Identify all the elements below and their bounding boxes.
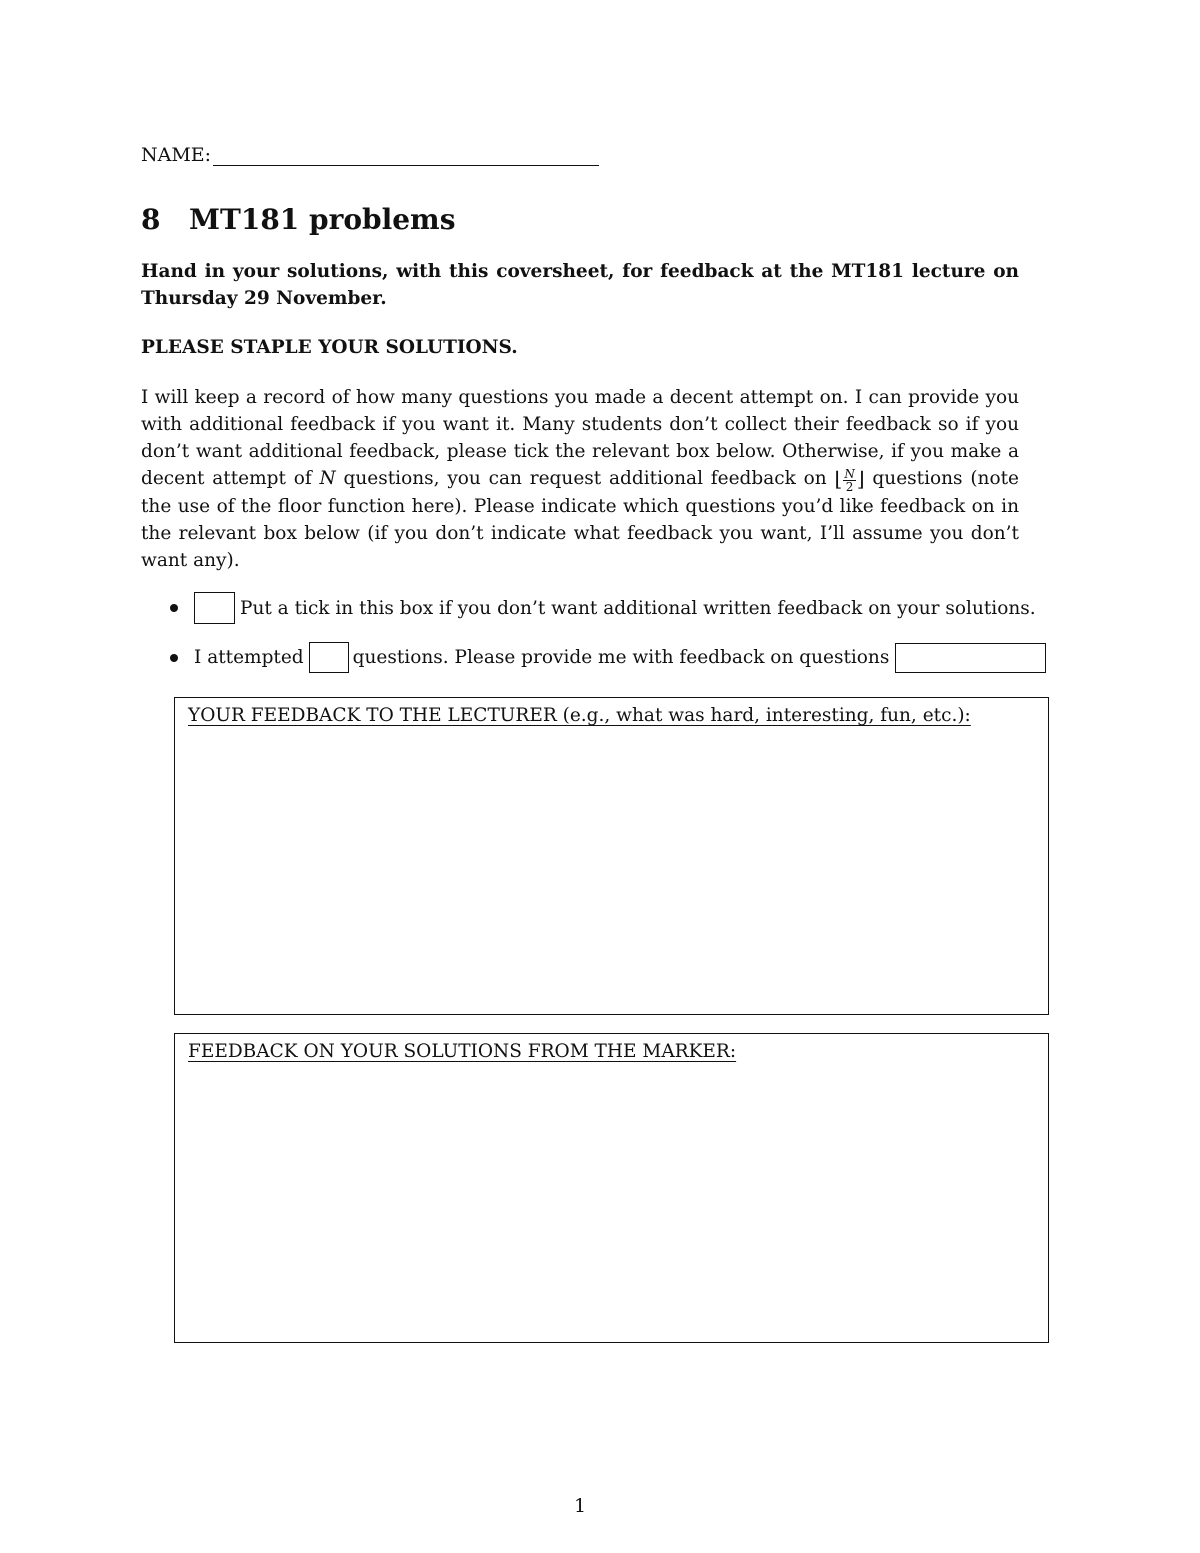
feedback-policy-paragraph — [141, 384, 1019, 574]
attempted-bullet — [170, 642, 1046, 673]
floor-fraction — [835, 466, 865, 493]
no-feedback-checkbox[interactable] — [194, 592, 235, 624]
floor-left-bracket: ⌊ — [834, 466, 843, 491]
attempted-suffix-label: questions. Please provide me with feedback on questions — [352, 647, 890, 668]
floor-right-bracket: ⌋ — [856, 466, 865, 491]
name-input-line[interactable] — [213, 143, 599, 166]
variable-n: N — [319, 468, 336, 489]
section-heading — [141, 203, 455, 236]
fraction-numerator: N — [844, 466, 855, 481]
section-title: MT181 problems — [189, 203, 456, 236]
policy-text-3: questions (note the use of the floor function here). Please indicate which questions you’d like feedback on in the relevant box below (if you don’t indicate what feedback you want, I’ll assume you don’t want any). — [141, 468, 1019, 571]
name-field — [141, 143, 599, 166]
marker-feedback-title: FEEDBACK ON YOUR SOLUTIONS FROM THE MARKER: — [188, 1041, 737, 1062]
policy-text-1: I will keep a record of how many questions you made a decent attempt on. I can provide you with additional feedback if you want it. Many students don’t collect their feedback so if you don’t want additional feedback, please tick the relevant box below. Otherwise, if you make a decent attempt of — [141, 387, 1019, 489]
lecturer-feedback-box[interactable] — [174, 697, 1049, 1015]
bullet-dot — [170, 604, 178, 612]
attempted-prefix-label: I attempted — [194, 647, 304, 668]
fraction — [843, 468, 856, 493]
fraction-denominator: 2 — [845, 479, 854, 494]
page-number: 1 — [573, 1495, 587, 1517]
attempted-count-field[interactable] — [309, 642, 349, 673]
no-feedback-bullet — [170, 592, 1036, 624]
no-feedback-label: Put a tick in this box if you don’t want additional written feedback on your solutions. — [240, 597, 1036, 619]
hand-in-instruction: Hand in your solutions, with this coversheet, for feedback at the MT181 lecture on Thursday 29 November. — [141, 261, 1019, 309]
name-label: NAME: — [141, 144, 212, 166]
staple-instruction: PLEASE STAPLE YOUR SOLUTIONS. — [141, 337, 518, 358]
lecturer-feedback-title: YOUR FEEDBACK TO THE LECTURER (e.g., what was hard, interesting, fun, etc.): — [188, 705, 971, 726]
feedback-questions-field[interactable] — [895, 643, 1046, 673]
section-number: 8 — [141, 203, 161, 236]
policy-text-2: questions, you can request additional feedback on — [335, 468, 835, 489]
marker-feedback-box[interactable] — [174, 1033, 1049, 1343]
bullet-dot — [170, 654, 178, 662]
